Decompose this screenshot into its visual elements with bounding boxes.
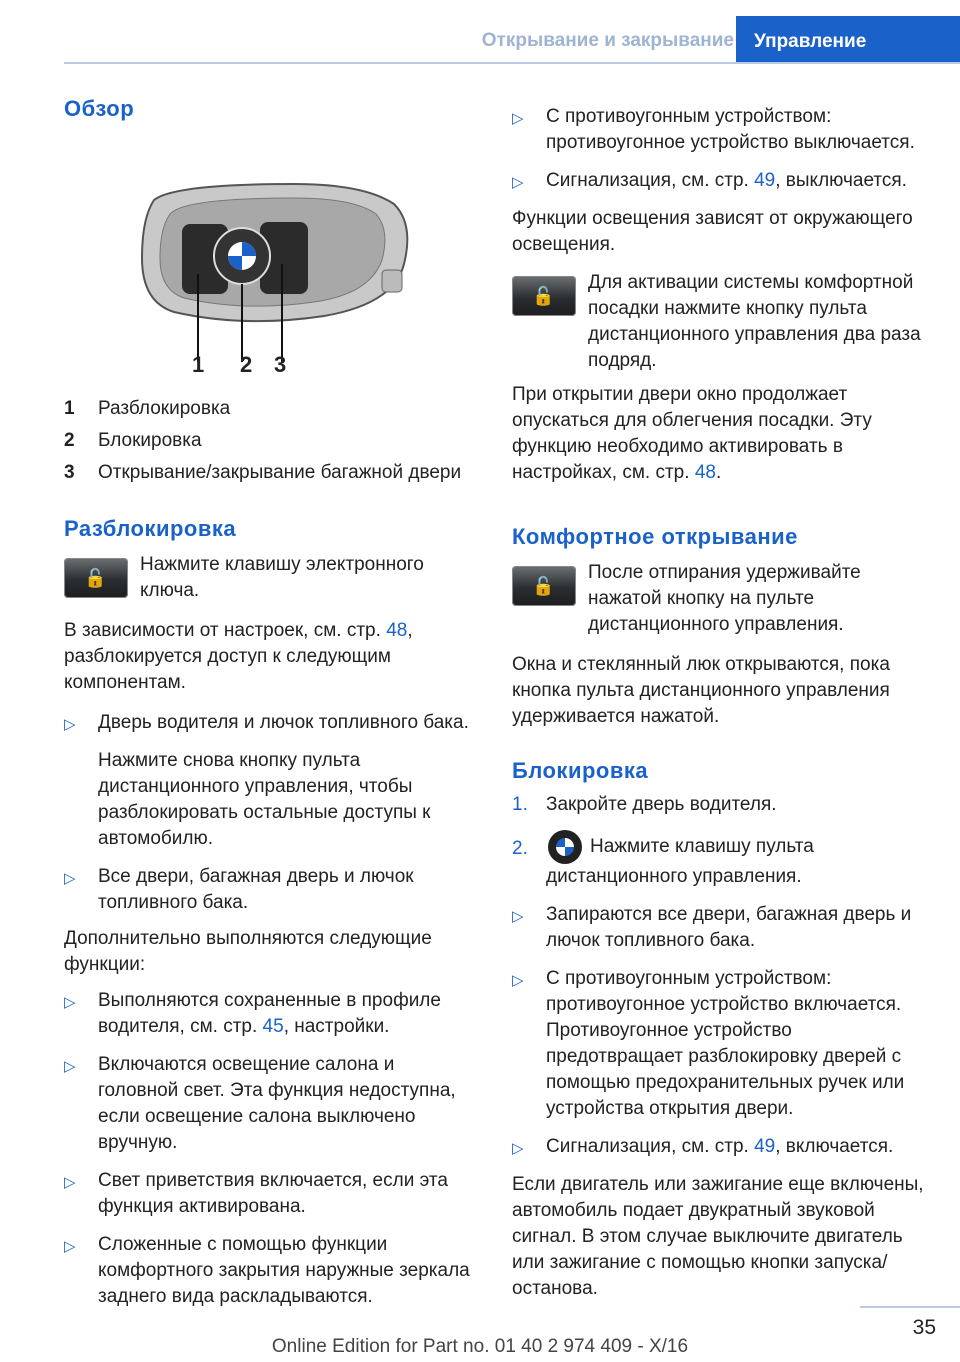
bullet-icon: ▷: [64, 994, 76, 1011]
list-item: ▷ Сигнализация, см. стр. 49, включается.: [512, 1134, 932, 1162]
comfort-button-row: [512, 270, 932, 374]
additional-paragraph: Дополнительно выполняются следующие функции:: [64, 928, 432, 975]
bullet-icon: ▷: [64, 870, 76, 887]
bullet-subtext: Нажмите снова кнопку пульта дистанционного управления, чтобы разблокировать остальные доступы к автомобилю.: [98, 750, 431, 849]
online-edition: Online Edition for Part no. 01 40 2 974 409 - X/16: [271, 1336, 689, 1357]
bullet-icon: ▷: [512, 972, 524, 989]
page-link[interactable]: 45: [262, 1016, 284, 1037]
figure-label-1: 1: [192, 352, 205, 377]
list-item: ▷ Выполняются сохраненные в профиле водителя, см. стр. 45, настройки.: [64, 988, 476, 1040]
unlock-icon: 🔓: [532, 286, 555, 306]
lock-heading: Блокировка: [512, 758, 649, 783]
unlock-button-text: Нажмите клавишу электронного ключа.: [140, 554, 424, 601]
comfort-open-row: [512, 560, 932, 638]
unlock-heading: Разблокировка: [64, 516, 237, 541]
header-section-title: Открывание и закрывание: [481, 30, 734, 51]
bullet-icon: ▷: [512, 110, 524, 127]
list-item: ▷ Сигнализация, см. стр. 49, выключается.: [512, 168, 932, 196]
legend-item: 1 Разблокировка: [64, 398, 231, 419]
page-link[interactable]: 48: [694, 462, 716, 483]
bullet-icon: ▷: [512, 1140, 524, 1157]
unlock-button-image: [512, 276, 576, 316]
footer-rule: [860, 1306, 960, 1308]
list-item: 2. Нажмите клавишу пульта дистанционного управления.: [512, 830, 932, 890]
bullet-icon: ▷: [64, 1058, 76, 1075]
legend-item: 3 Открывание/закрывание багажной двери: [64, 462, 462, 483]
bullet-icon: ▷: [64, 1174, 76, 1191]
list-item: ▷ С противоугонным устройством: противоугонное устройство выключается.: [512, 104, 932, 156]
list-item: ▷ Включаются освещение салона и головной свет. Эта функция недоступна, если освещение салона выключено вручную.: [64, 1052, 476, 1156]
bullet-icon: ▷: [512, 908, 524, 925]
list-item: 1. Закройте дверь водителя.: [512, 794, 777, 815]
page-link[interactable]: 49: [754, 170, 776, 191]
unlock-button-image: [512, 566, 576, 606]
comfort-button-text: Для активации системы комфортной посадки нажмите кнопку пульта дистанционного управления два раза подряд.: [588, 272, 921, 371]
unlock-icon: 🔓: [532, 576, 555, 596]
comfort-open-heading: Комфортное открывание: [512, 524, 798, 549]
lighting-paragraph: Функции освещения зависят от окружающего освещения.: [512, 208, 913, 255]
list-item: ▷ Все двери, багажная дверь и лючок топливного бака.: [64, 864, 476, 916]
page-link[interactable]: 49: [754, 1136, 776, 1157]
depends-paragraph: В зависимости от настроек, см. стр. 48, разблокируется доступ к следующим компонентам.: [64, 620, 413, 693]
figure-label-3: 3: [274, 352, 287, 377]
page-link[interactable]: 48: [386, 620, 408, 641]
legend-list: [64, 396, 476, 486]
windows-open-paragraph: Окна и стеклянный люк открываются, пока кнопка пульта дистанционного управления удерживается нажатой.: [512, 654, 890, 727]
page-number: 35: [912, 1316, 936, 1339]
header-chapter-tab: Управление: [736, 16, 960, 62]
left-column: [64, 96, 476, 1310]
figure-label-2: 2: [240, 352, 253, 377]
list-item: ▷ Запираются все двери, багажная дверь и лючок топливного бака.: [512, 902, 932, 954]
bullet-icon: ▷: [64, 1238, 76, 1255]
comfort-open-text: После отпирания удерживайте нажатой кнопку на пульте дистанционного управления.: [588, 562, 861, 635]
right-column: [512, 104, 932, 1302]
unlock-icon: 🔓: [84, 568, 107, 588]
list-item: ▷ Свет приветствия включается, если эта функция активирована.: [64, 1168, 476, 1220]
window-paragraph: При открытии двери окно продолжает опускаться для облегчения посадки. Эту функцию необходимо активировать в настройках, см. стр. 48.: [512, 384, 872, 483]
list-item: ▷ Сложенные с помощью функции комфортного закрытия наружные зеркала заднего вида раскладываются.: [64, 1232, 476, 1310]
legend-item: 2 Блокировка: [64, 430, 202, 451]
bullet-icon: ▷: [64, 716, 76, 733]
engine-paragraph: Если двигатель или зажигание еще включены, автомобиль подает двукратный звуковой сигнал. В этом случае выключите двигатель или зажигание с помощью кнопки запуска/останова.: [512, 1174, 924, 1299]
list-item: ▷ Дверь водителя и лючок топливного бака.: [64, 710, 476, 738]
key-fob-illustration: [64, 134, 476, 374]
overview-heading: Обзор: [64, 96, 135, 121]
unlock-button-image: [64, 558, 128, 598]
list-item: ▷ С противоугонным устройством: противоугонное устройство включается. Противоугонное устройство предотвращает разблокировку дверей с помощью предохранительных ручек или устройства открытия двери.: [512, 966, 932, 1122]
header-rule: [64, 62, 960, 64]
bullet-icon: ▷: [512, 174, 524, 191]
bmw-logo-icon: [548, 830, 582, 864]
unlock-button-row: [64, 552, 476, 604]
figure-labels: [64, 352, 476, 378]
